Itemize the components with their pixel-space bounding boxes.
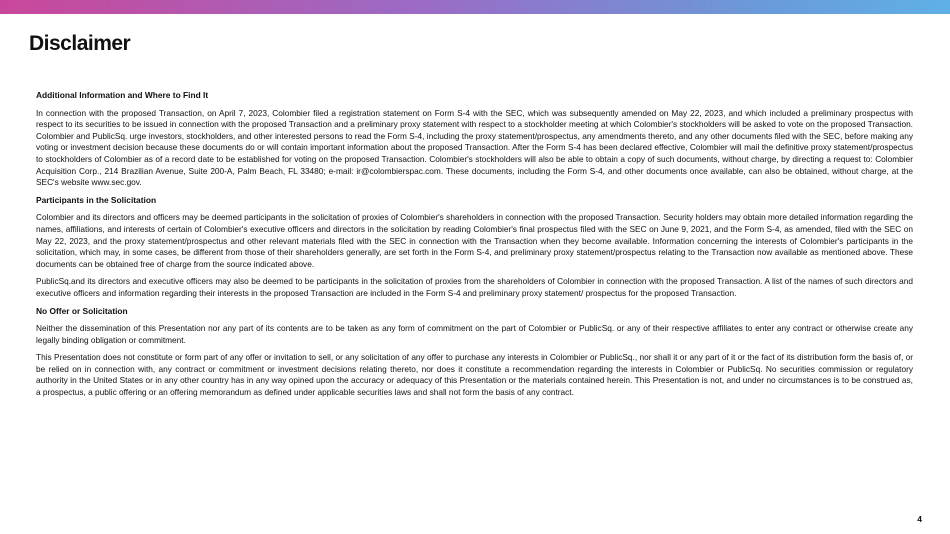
page-number: 4 — [917, 514, 922, 524]
section-paragraph: Colombier and its directors and officers may be deemed participants in the solicitation of proxies of Colombier's shareholders in connection with the proposed Transaction. Security holders may obtain more detailed information regarding the names, affiliations, and interests of certain of Colombier's executive officers and directors in the solicitation by reading Colombier's final prospectus filed with the SEC on June 9, 2021, and the Form S-4, as amended, filed with the SEC on May 22, 2023, and the proxy statement/prospectus and other relevant materials filed with the SEC in connection with the Transaction when they become available. Information concerning the interests of Colombier's participants in the solicitation, which may, in some cases, be different from those of their shareholders generally, are set forth in the Form S-4, and preliminary proxy statement/prospectus relating to the Transaction now available as mentioned above. These documents can be obtained free of charge from the source indicated above. — [36, 212, 913, 269]
top-gradient-bar — [0, 0, 950, 14]
section-paragraph: In connection with the proposed Transaction, on April 7, 2023, Colombier filed a registration statement on Form S-4 with the SEC, which was subsequently amended on May 22, 2023, and which included a preliminary prospectus with respect to its securities to be issued in connection with the proposed Transaction and a preliminary proxy statement with respect to a stockholder meeting at which Colombier's stockholders will be asked to vote on the proposed Transaction. Colombier and PublicSq. urge investors, stockholders, and other interested persons to read the Form S-4, including the proxy statement/prospectus, any amendments thereto, and any other documents filed with the SEC, before making any voting or investment decision because these documents do or will contain important information about the proposed Transaction. After the Form S-4 has been declared effective, Colombier will mail the definitive proxy statement/prospectus to stockholders of Colombier as of a record date to be established for voting on the proposed Transaction. Colombier's stockholders will also be able to obtain a copy of such documents, without charge, by directing a request to: Colombier Acquisition Corp., 214 Brazilian Avenue, Suite 200-A, Palm Beach, FL 33480; e-mail: ir@colombierspac.com. These documents, including the Form S-4, and other documents once available, can also be obtained, without charge, at the SEC's website www.sec.gov. — [36, 107, 913, 188]
disclaimer-content — [36, 90, 913, 405]
section-heading-participants: Participants in the Solicitation — [36, 194, 157, 205]
section-heading-additional-info: Additional Information and Where to Find It — [36, 90, 209, 100]
page-title: Disclaimer — [29, 32, 131, 55]
section-heading-no-offer: No Offer or Solicitation — [36, 305, 128, 316]
section-paragraph: This Presentation does not constitute or form part of any offer or invitation to sell, or any solicitation of any offer to purchase any interests in Colombier or PublicSq., nor shall it or any part of it or the fact of its distribution form the basis of, or be relied on in connection with, any contract or commitment or investment decisions relating thereto, nor does it constitute a recommendation regarding the interests in Colombier or PublicSq. No securities commission or regulatory authority in the United States or in any other country has in any way opined upon the accuracy or adequacy of this Presentation or the materials contained herein. This Presentation is not, and under no circumstances is to be construed as, a prospectus, a public offering or an offering memorandum as defined under applicable securities laws and shall not form the basis of any contract. — [36, 352, 913, 398]
section-paragraph: PublicSq.and its directors and executive officers may also be deemed to be participants in the solicitation of proxies from the shareholders of Colombier in connection with the proposed Transaction. A list of the names of such directors and executive officers and information regarding their interests in the proposed Transaction are included in the Form S-4 and preliminary proxy statement/ prospectus for the proposed Transaction. — [36, 276, 913, 298]
section-paragraph: Neither the dissemination of this Presentation nor any part of its contents are to be taken as any form of commitment on the part of Colombier or PublicSq. or any of their respective affiliates to enter any contract or otherwise create any legally binding obligation or commitment. — [36, 323, 913, 345]
